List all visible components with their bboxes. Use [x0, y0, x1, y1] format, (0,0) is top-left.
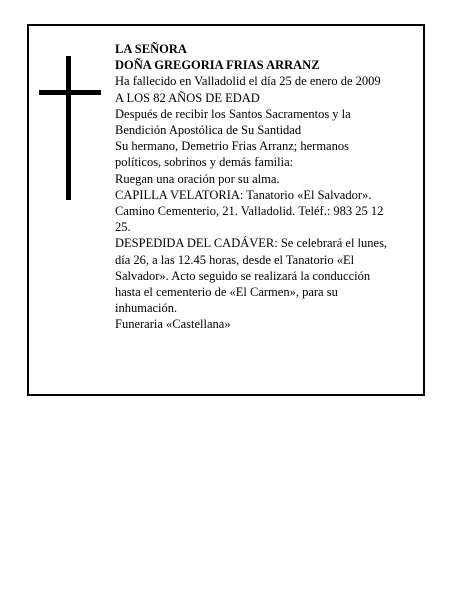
sacraments-line-1: Después de recibir los Santos Sacramentos y la — [115, 106, 351, 121]
wake-phone-end-line: 25. — [115, 220, 131, 235]
family-line-2: políticos, sobrinos y demás familia: — [115, 155, 294, 170]
funeral-home-line: Funeraria «Castellana» — [115, 317, 231, 332]
death-date-line: Ha fallecido en Valladolid el día 25 de enero de 2009 — [115, 74, 381, 89]
notice-text — [115, 41, 419, 333]
age-line: A LOS 82 AÑOS DE EDAD — [115, 90, 260, 105]
family-line-1: Su hermano, Demetrio Frias Arranz; hermanos — [115, 139, 349, 154]
wake-chapel-line: CAPILLA VELATORIA: Tanatorio «El Salvador». — [115, 187, 372, 202]
obituary-notice — [27, 24, 425, 396]
latin-cross-icon — [39, 56, 101, 200]
sacraments-line-2: Bendición Apostólica de Su Santidad — [115, 123, 302, 138]
farewell-line-4: hasta el cementerio de «El Carmen», para su — [115, 285, 338, 300]
farewell-line-2: día 26, a las 12.45 horas, desde el Tanatorio «El — [115, 252, 355, 267]
farewell-line-3: Salvador». Acto seguido se realizará la conducción — [115, 268, 371, 283]
farewell-line-1: DESPEDIDA DEL CADÁVER: Se celebrará el lunes, — [115, 236, 388, 251]
deceased-name: DOÑA GREGORIA FRIAS ARRANZ — [115, 58, 320, 73]
wake-address-line: Camino Cementerio, 21. Valladolid. Teléf.: 983 25 12 — [115, 204, 384, 219]
farewell-line-5: inhumación. — [115, 301, 178, 316]
notice-title-honorific: LA SEÑORA — [115, 42, 187, 56]
prayer-request-line: Ruegan una oración por su alma. — [115, 171, 280, 186]
cross-vertical-bar — [66, 56, 71, 200]
cross-horizontal-bar — [39, 90, 101, 95]
